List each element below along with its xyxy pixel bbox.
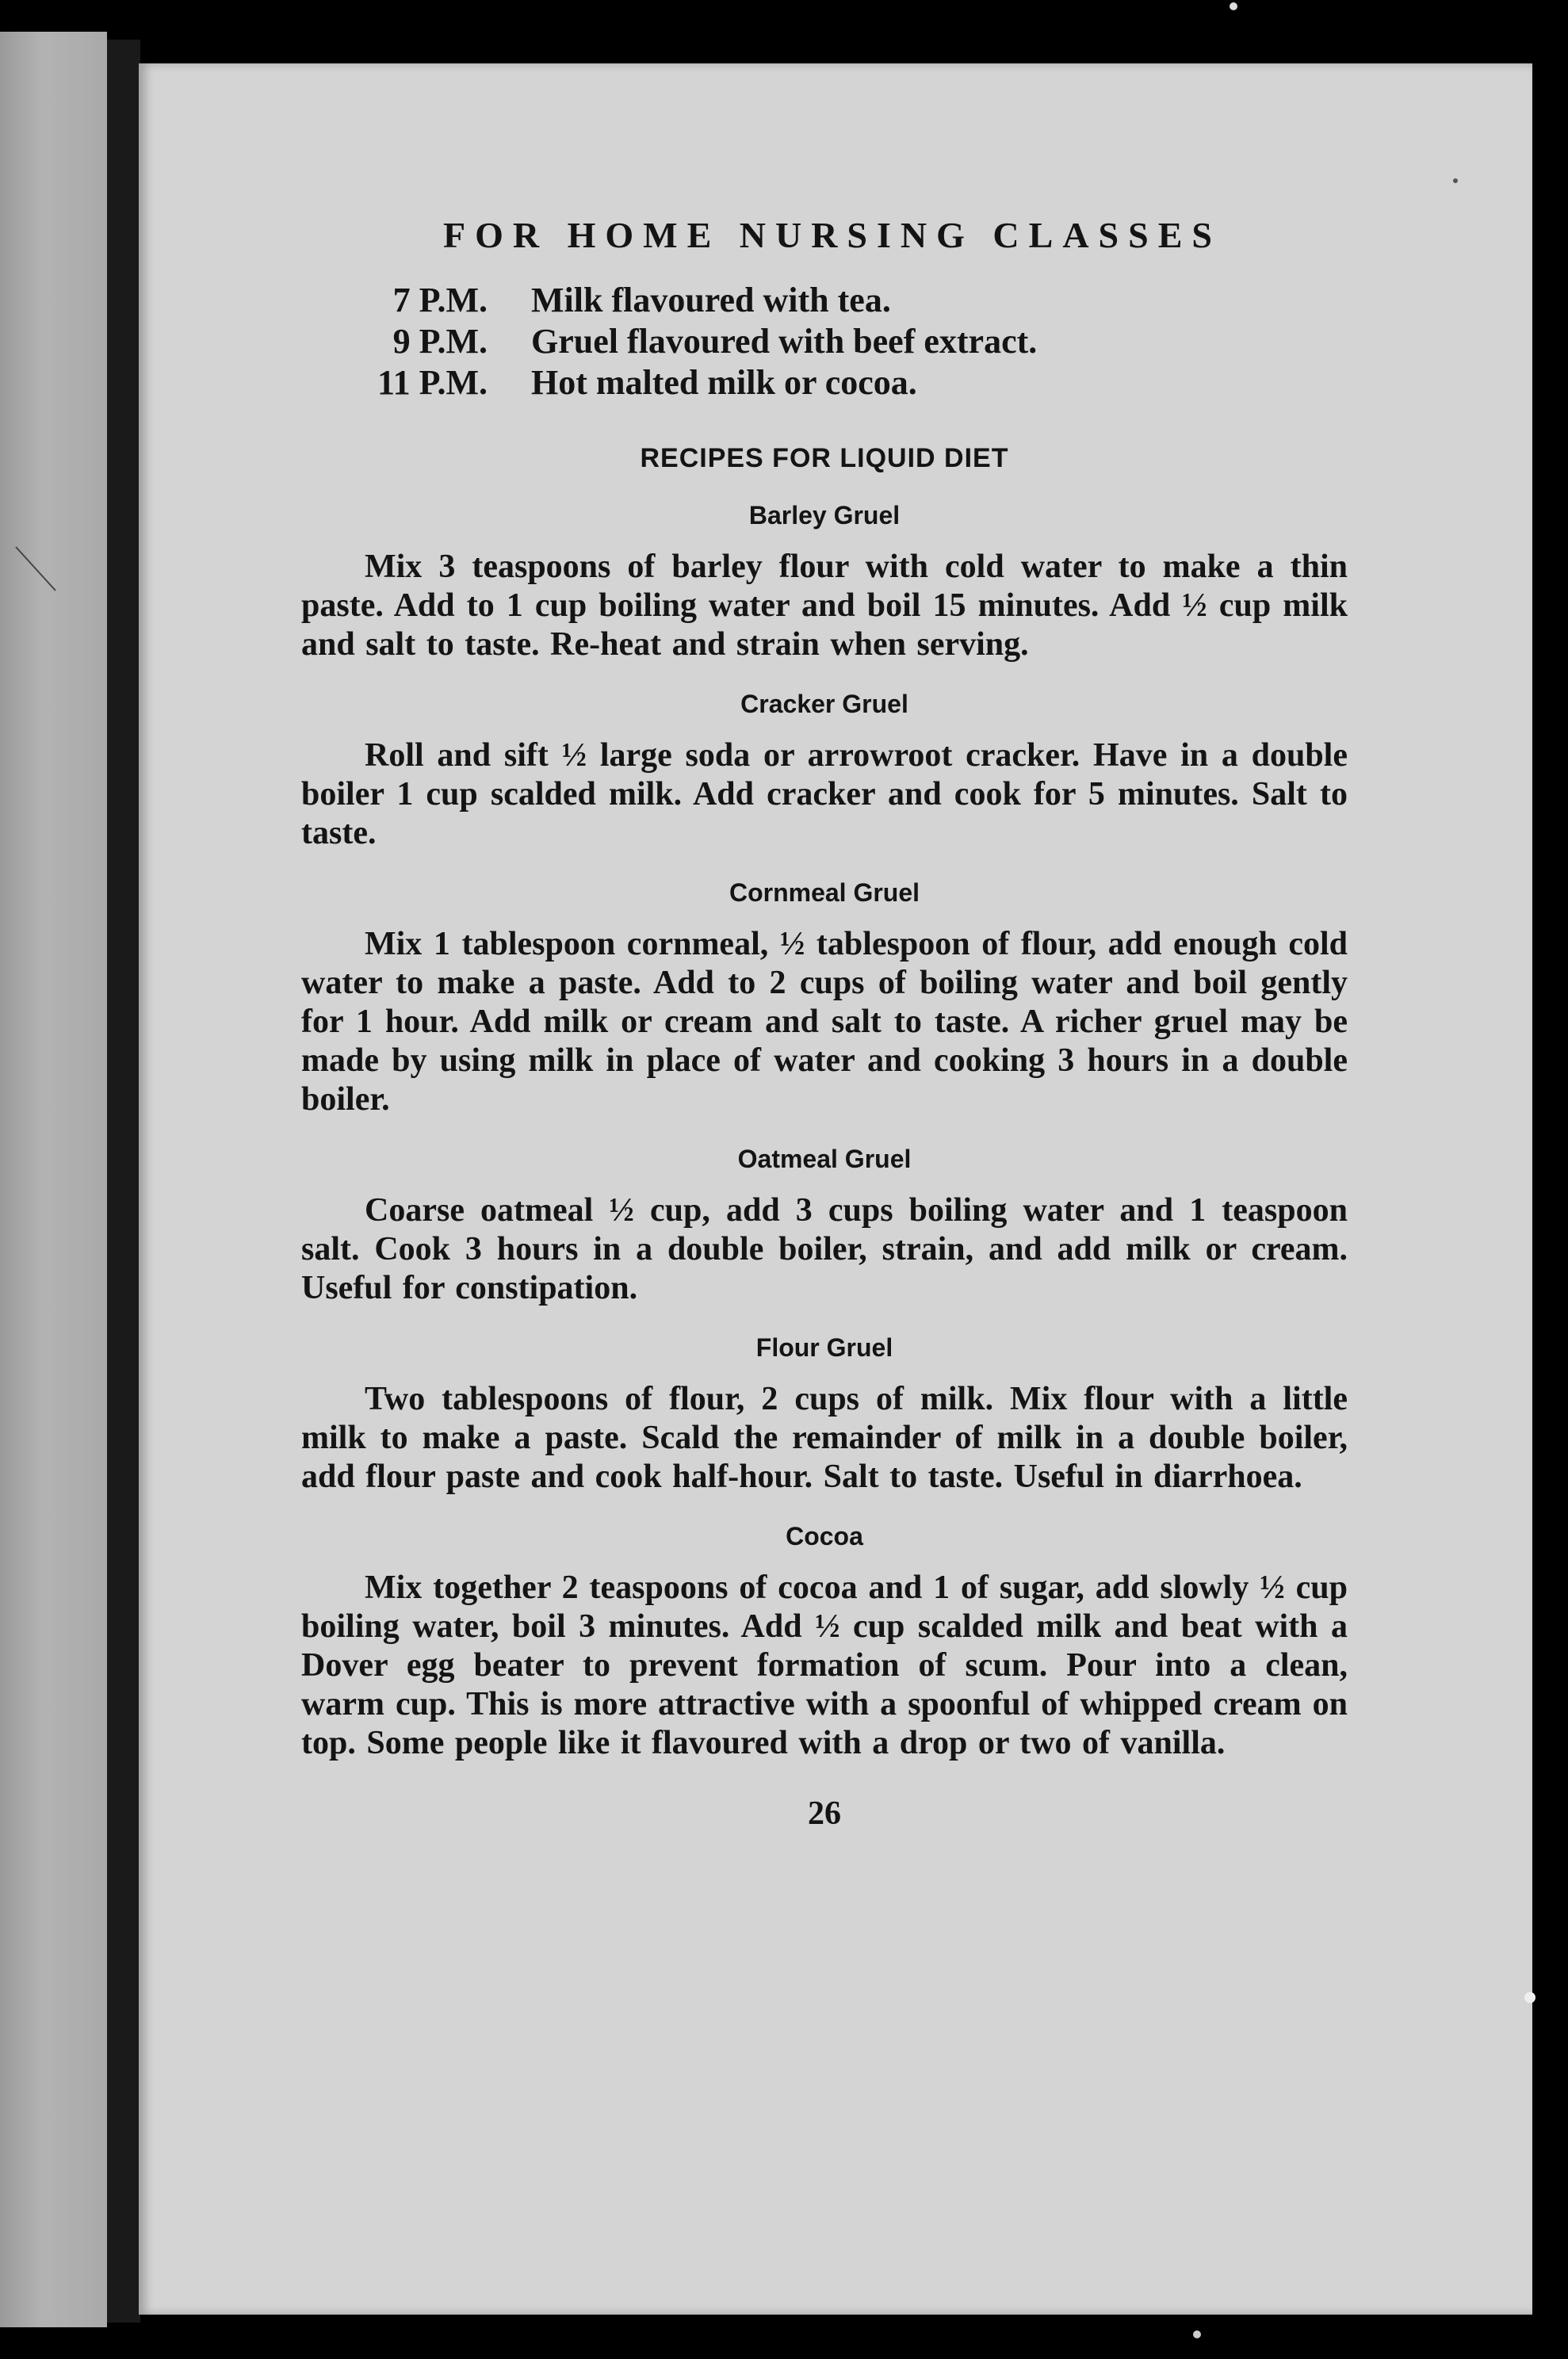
recipe-barley-gruel <box>301 501 1348 664</box>
recipe-title: Barley Gruel <box>748 501 901 530</box>
schedule-item: Gruel flavoured with beef extract. <box>531 322 1038 361</box>
schedule-time: 7 P.M. <box>392 281 488 319</box>
schedule-row <box>301 362 1348 403</box>
schedule-item: Hot malted milk or cocoa. <box>531 363 917 402</box>
recipe-title: Cornmeal Gruel <box>729 878 920 907</box>
facing-page-edge <box>0 32 107 2327</box>
feeding-schedule <box>301 280 1348 403</box>
recipe-cocoa <box>301 1522 1348 1763</box>
recipe-body: Coarse oatmeal ½ cup, add 3 cups boiling water and 1 teaspoon salt. Cook 3 hours in a double boiler, strain, and add milk or cream. Useful for constipation. <box>301 1192 1348 1306</box>
recipe-body: Mix 1 tablespoon cornmeal, ½ tablespoon of flour, add enough cold water to make a paste. Add to 2 cups of boiling water and boil gently for 1 hour. Add milk or cream and salt to taste. A richer gruel may be made by using milk in place of water and cooking 3 hours in a double boiler. <box>301 926 1348 1118</box>
recipe-body: Mix together 2 teaspoons of cocoa and 1 of sugar, add slowly ½ cup boiling water, boil 3 minutes. Add ½ cup scalded milk and beat with a Dover egg beater to prevent formation of scum. Pour into a clean, warm cup. This is more attractive with a spoonful of whipped cream on top. Some people like it flavoured with a drop or two of vanilla. <box>301 1569 1348 1761</box>
running-head: FOR HOME NURSING CLASSES <box>443 215 1222 255</box>
schedule-row <box>301 280 1348 321</box>
recipe-title: Cocoa <box>786 1522 863 1550</box>
recipe-body: Roll and sift ½ large soda or arrowroot cracker. Have in a double boiler 1 cup scalded milk. Add cracker and cook for 5 minutes. Salt to taste. <box>301 737 1348 851</box>
schedule-item: Milk flavoured with tea. <box>531 281 891 319</box>
book-gutter <box>107 40 140 2323</box>
schedule-row <box>301 321 1348 362</box>
section-title: RECIPES FOR LIQUID DIET <box>640 443 1009 473</box>
recipe-oatmeal-gruel <box>301 1145 1348 1308</box>
page-content <box>301 214 1348 1833</box>
recipe-body: Mix 3 teaspoons of barley flour with cold water to make a thin paste. Add to 1 cup boiling water and boil 15 minutes. Add ½ cup milk and salt to taste. Re-heat and strain when serving. <box>301 549 1348 663</box>
recipe-title: Cracker Gruel <box>740 690 908 718</box>
recipe-body: Two tablespoons of flour, 2 cups of milk. Mix flour with a little milk to make a paste. Scald the remainder of milk in a double boiler, add flour paste and cook half-hour. Salt to taste. Useful in diarrhoea. <box>301 1381 1348 1495</box>
schedule-time: 11 P.M. <box>377 363 488 402</box>
recipe-cornmeal-gruel <box>301 878 1348 1119</box>
schedule-time: 9 P.M. <box>392 322 488 361</box>
page-number: 26 <box>808 1795 841 1832</box>
recipe-title: Oatmeal Gruel <box>737 1145 912 1173</box>
recipe-cracker-gruel <box>301 690 1348 853</box>
recipe-title: Flour Gruel <box>755 1333 893 1362</box>
recipe-flour-gruel <box>301 1333 1348 1497</box>
